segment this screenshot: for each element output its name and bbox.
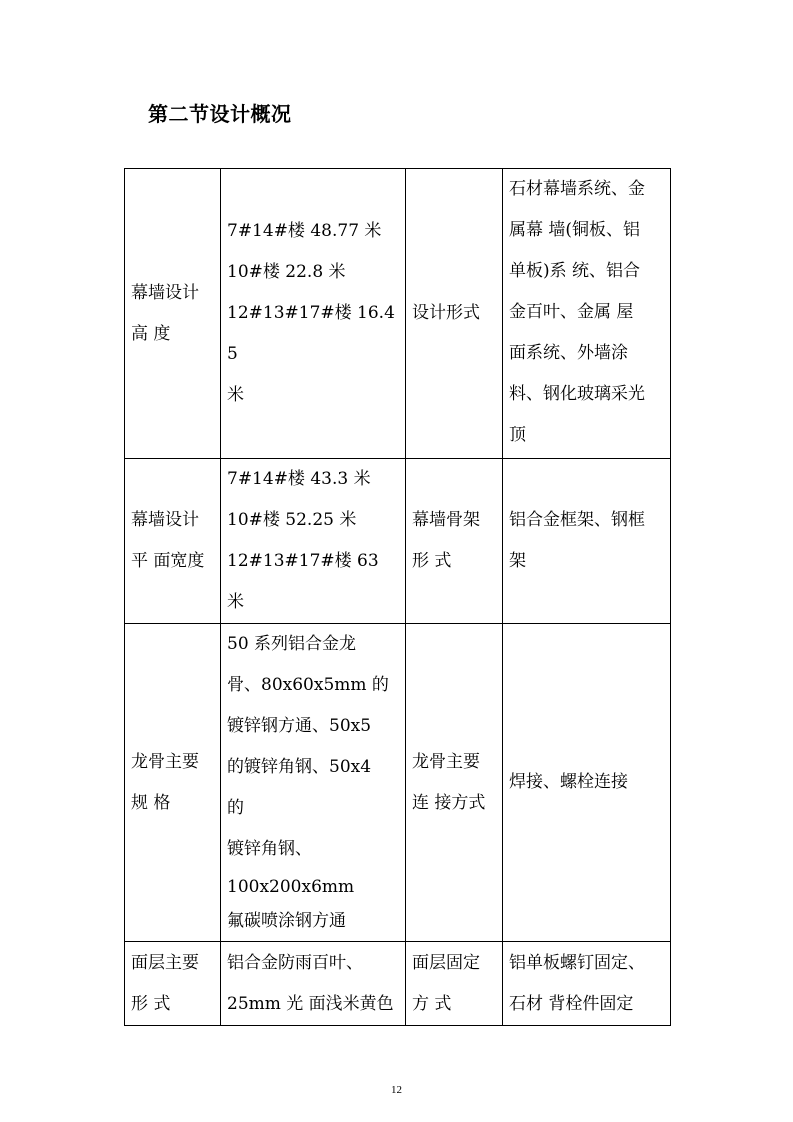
page-number: 12 xyxy=(391,1084,402,1096)
cell-line: 形 式 xyxy=(412,551,452,571)
row-label xyxy=(125,169,221,459)
table-row xyxy=(125,624,671,942)
cell-line: 幕墙骨架 xyxy=(412,510,480,530)
cell-line: 100x200x6mm xyxy=(227,877,355,897)
cell-line: 单板)系 统、铝合 xyxy=(509,261,641,281)
table-row xyxy=(125,169,671,459)
row-label-2 xyxy=(406,942,503,1026)
cell-line: 料、钢化玻璃采光 xyxy=(509,384,645,404)
cell-line: 铝单板螺钉固定、 xyxy=(509,952,645,973)
cell-line: 形 式 xyxy=(131,993,171,1014)
cell-line: 幕墙设计 xyxy=(131,510,199,530)
row-value xyxy=(221,169,406,459)
cell-line: 石材幕墙系统、金 xyxy=(509,179,645,199)
row-label-2 xyxy=(406,624,503,942)
cell-line: 7#14#楼 48.77 米 xyxy=(227,221,382,241)
cell-line: 石材 背栓件固定 xyxy=(509,993,634,1014)
cell-line: 50 系列铝合金龙 xyxy=(227,634,357,654)
cell-line: 氟碳喷涂钢方通 xyxy=(227,911,346,931)
cell-line: 10#楼 52.25 米 xyxy=(227,510,357,530)
cell-line: 铝合金防雨百叶、 xyxy=(227,952,363,973)
row-value-2 xyxy=(503,942,671,1026)
cell-line: 面系统、外墙涂 xyxy=(509,343,628,363)
cell-line: 高 度 xyxy=(131,323,171,344)
cell-line: 的 xyxy=(227,798,244,818)
cell-line: 架 xyxy=(509,551,526,571)
cell-line: 属幕 墙(铜板、铝 xyxy=(509,220,641,240)
cell-line: 7#14#楼 43.3 米 xyxy=(227,469,371,489)
cell-line: 金百叶、金属 屋 xyxy=(509,302,634,322)
cell-line: 幕墙设计 xyxy=(131,282,199,303)
row-label xyxy=(125,624,221,942)
section-heading: 第二节设计概况 xyxy=(148,102,292,126)
cell-line: 平 面宽度 xyxy=(131,551,205,571)
cell-line: 米 xyxy=(227,385,244,405)
cell-line: 25mm 光 面浅米黄色 xyxy=(227,993,394,1014)
cell-line: 龙骨主要 xyxy=(131,751,199,772)
row-label xyxy=(125,459,221,624)
cell-line: 设计形式 xyxy=(412,303,480,323)
row-value xyxy=(221,624,406,942)
cell-line: 的镀锌角钢、50x4 xyxy=(227,757,372,777)
cell-line: 镀锌角钢、 xyxy=(227,839,312,859)
cell-line: 骨、80x60x5mm 的 xyxy=(227,675,389,695)
table-row xyxy=(125,942,671,1026)
cell-line: 焊接、螺栓连接 xyxy=(509,772,628,792)
cell-line: 方 式 xyxy=(412,993,452,1014)
cell-line: 12#13#17#楼 16.45 xyxy=(227,303,395,364)
row-value-2 xyxy=(503,169,671,459)
cell-line: 面层主要 xyxy=(131,952,199,973)
cell-line: 顶 xyxy=(509,425,526,445)
row-value xyxy=(221,942,406,1026)
row-label xyxy=(125,942,221,1026)
cell-line: 龙骨主要 xyxy=(412,751,480,772)
cell-line: 面层固定 xyxy=(412,952,480,973)
row-value-2 xyxy=(503,624,671,942)
row-value-2 xyxy=(503,459,671,624)
cell-line: 12#13#17#楼 63 米 xyxy=(227,551,379,612)
cell-line: 10#楼 22.8 米 xyxy=(227,262,346,282)
cell-line: 规 格 xyxy=(131,792,171,813)
cell-line: 连 接方式 xyxy=(412,792,486,813)
row-label-2 xyxy=(406,169,503,459)
table-row xyxy=(125,459,671,624)
cell-line: 镀锌钢方通、50x5 xyxy=(227,716,372,736)
row-label-2 xyxy=(406,459,503,624)
row-value xyxy=(221,459,406,624)
design-overview-table xyxy=(124,168,671,1026)
cell-line: 铝合金框架、钢框 xyxy=(509,510,645,530)
